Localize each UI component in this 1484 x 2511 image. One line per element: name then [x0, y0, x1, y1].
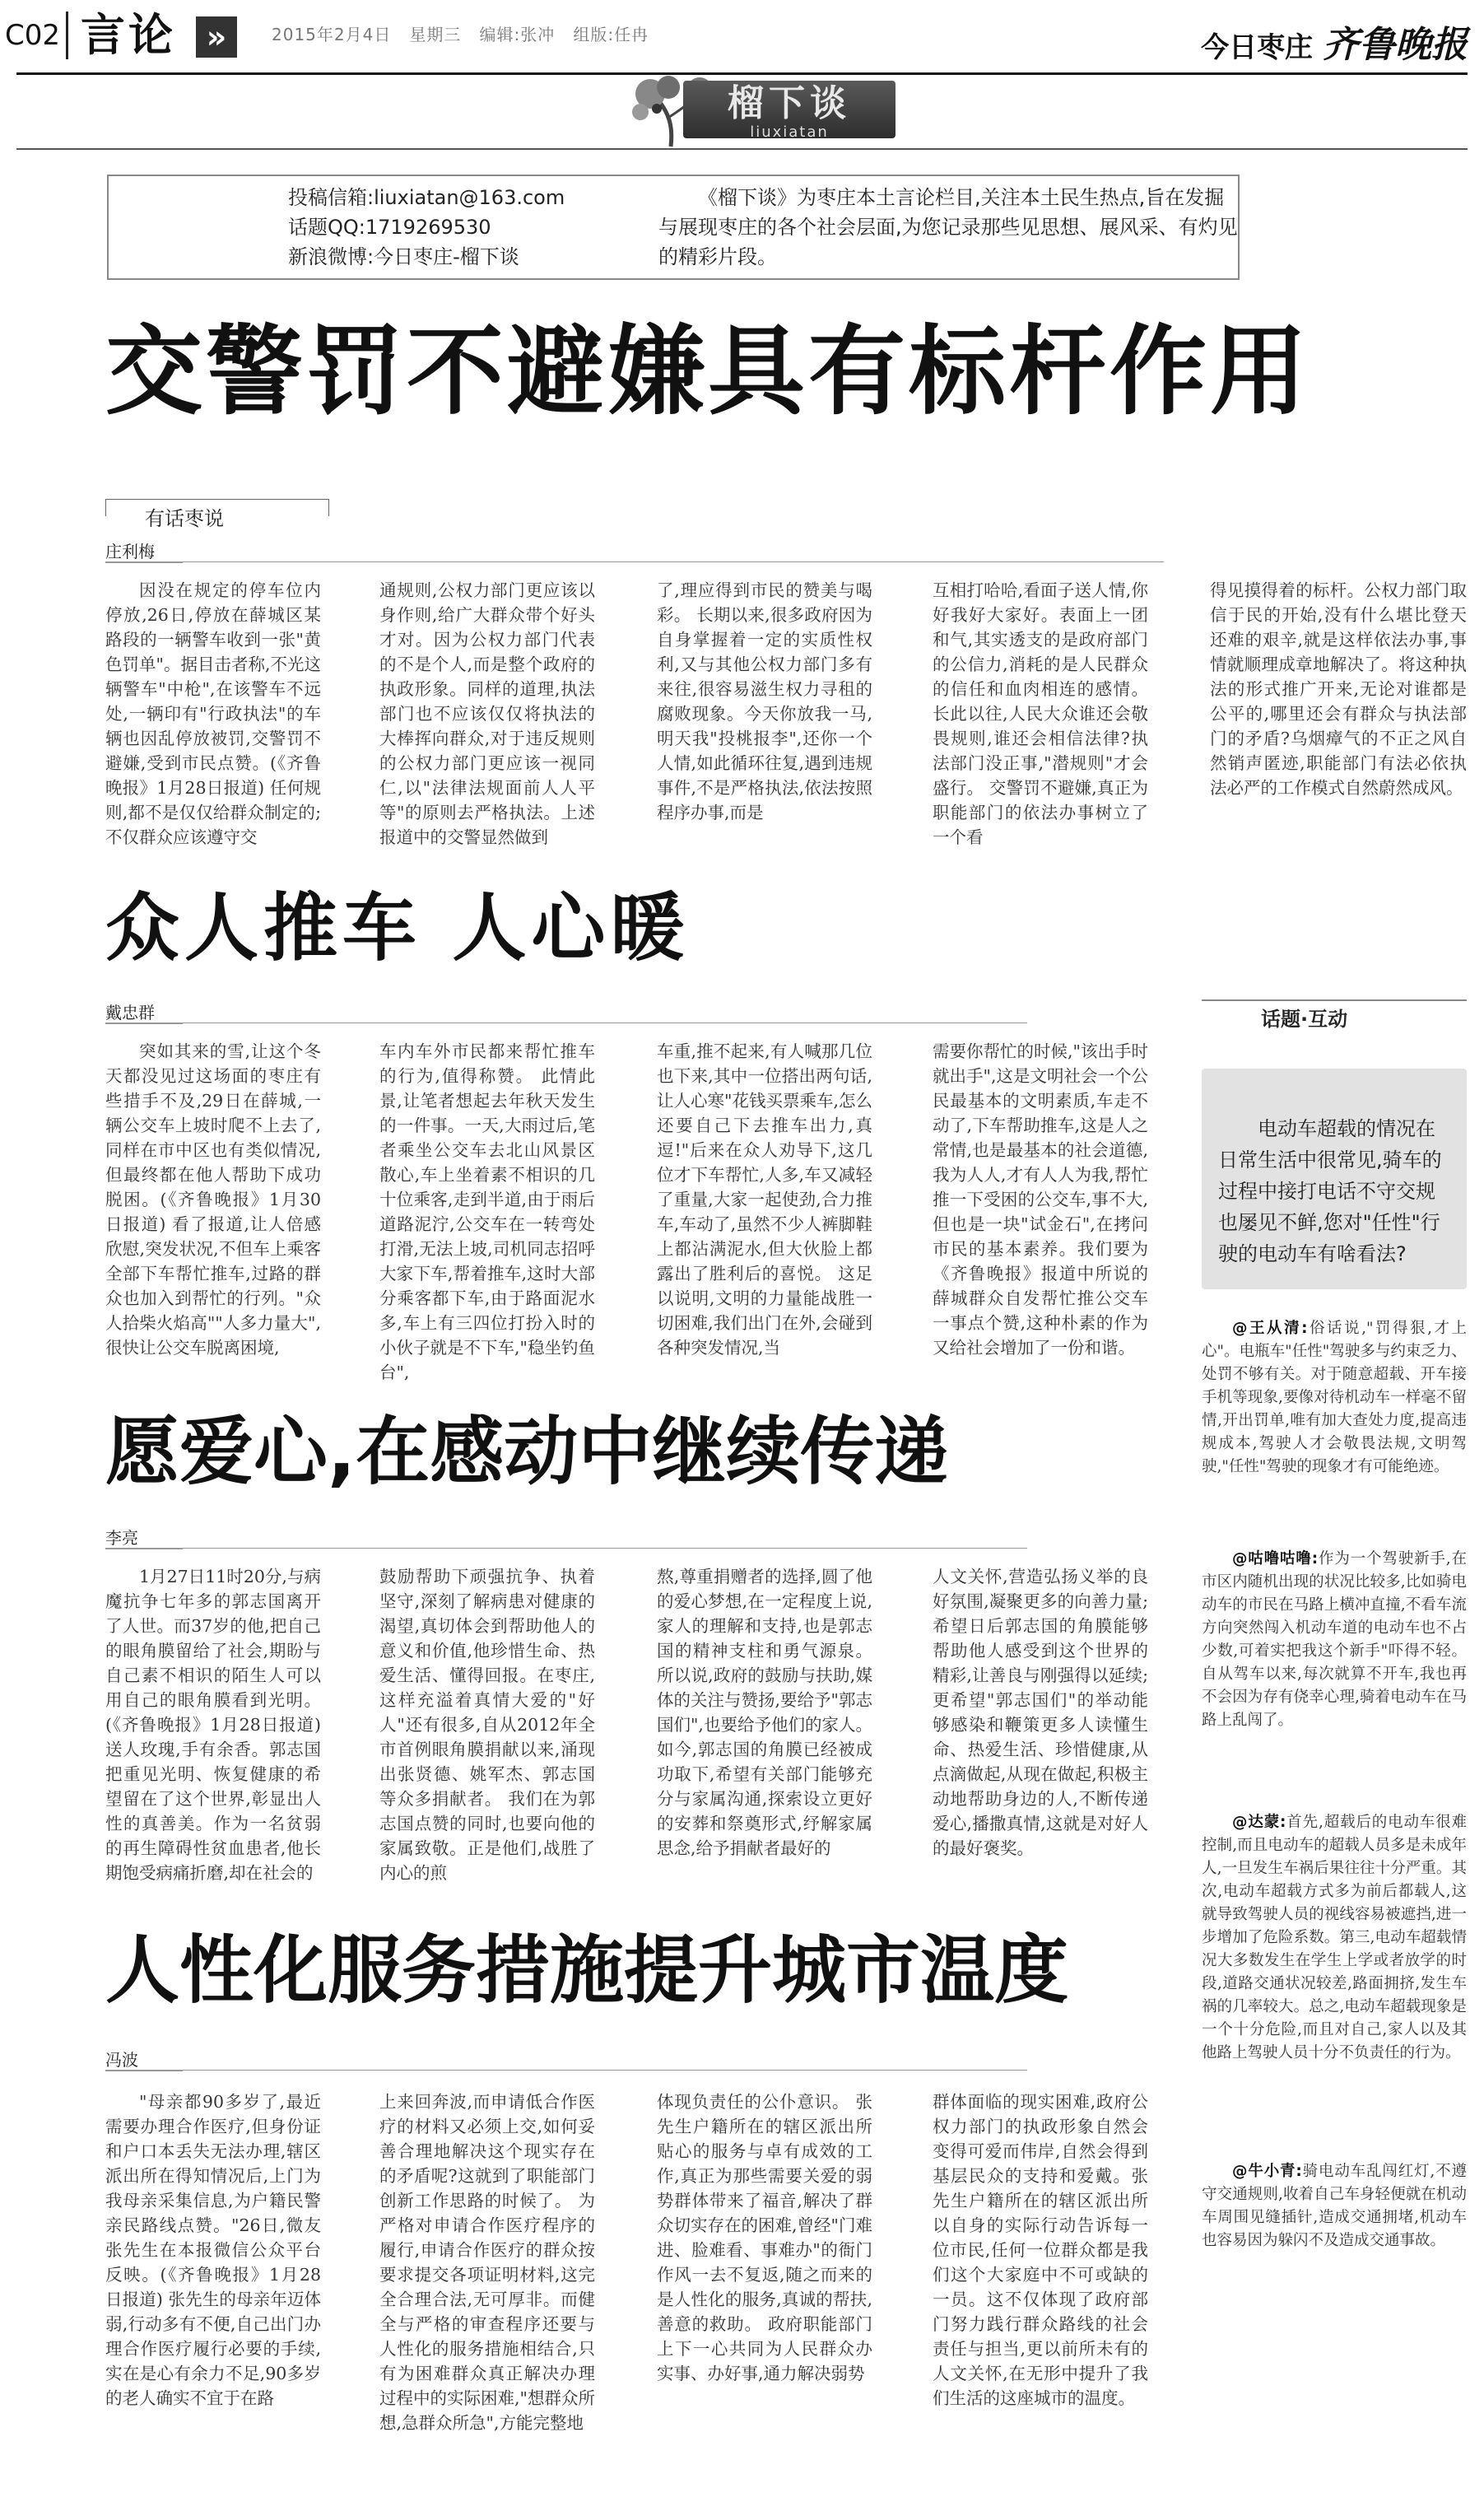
article1-col5: 得见摸得着的标杆。公权力部门取信于民的开始,没有什么堪比登天还难的艰辛,就是这样依法办事,事情就顺理成章地解决了。将这种执法的形式推广开来,无论对谁都是公平的,哪里还会有群众与执法部门的矛盾?乌烟瘴气的不正之风自然销声匿迹,职能部门有法必依执法必严的工作模式自然蔚然成风。: [1210, 580, 1467, 798]
comment-user: @达蒙:: [1232, 1814, 1286, 1831]
article1-col4: 互相打哈哈,看面子送人情,你好我好大家好。表面上一团和气,其实透支的是政府部门的公信力,消耗的是人民群众的信任和血肉相连的感情。长此以往,人民大众谁还会敬畏规则,谁还会相信法律?执法部门没正事,"潜规则"才会盛行。 交警罚不避嫌,真正为职能部门的依法办事树立了一个看: [933, 580, 1148, 847]
sidebar-title: 话题·互动: [1261, 1008, 1348, 1031]
sidebar-comment: [1202, 1811, 1467, 2149]
comment-user: @咕噜咕噜:: [1232, 1550, 1319, 1568]
banner-title: 榴下谈: [728, 82, 851, 124]
section-title: 言论: [81, 9, 176, 61]
comment-text: 俗话说,"罚得狠,才上心"。电瓶车"任性"驾驶多与约束乏力、处罚不够有关。对于随意超载、开车接手机等现象,要像对待机动车一样毫不留情,开出罚单,唯有加大查处力度,提高违规成本,驾驶人才会敬畏法规,文明驾驶,"任性"驾驶的现象才有可能绝迹。: [1202, 1320, 1467, 1475]
article1-col3: 了,理应得到市民的赞美与喝彩。 长期以来,很多政府因为自身掌握着一定的实质性权利,又与其他公权力部门多有来往,很容易滋生权力寻租的腐败现象。今天你放我一马,明天我"投桃报李",还你一个人情,如此循环往复,遇到违规事件,不是严格执法,依法按照程序办事,而是: [657, 580, 872, 822]
page-number: C02: [5, 19, 61, 52]
article2-col3: 车重,推不起来,有人喊那几位也下来,其中一位搭出两句话,让人心寒"花钱买票乘车,怎么还要自己下去推车出力,真逗!"后来在众人劝导下,这几位才下车帮忙,人多,车又减轻了重量,大家一起使劲,合力推车,车动了,虽然不少人裤脚鞋上都沾满泥水,但大伙脸上都露出了胜利后的喜悦。 这足以说明,文明的力量能战胜一切困难,我们出门在外,会碰到各种突发情况,当: [657, 1041, 872, 1358]
article3-col2: 鼓励帮助下顽强抗争、执着坚守,深刻了解病患对健康的渴望,真切体会到帮助他人的意义和价值,他珍惜生命、热爱生活、懂得回报。在枣庄,这样充溢着真情大爱的"好人"还有很多,自从2012年全市首例眼角膜捐献以来,涌现出张贤德、姚军杰、郭志国等众多捐献者。 我们在为郭志国点赞的同时,也要向他的家属致敬。正是他们,战胜了内心的煎: [379, 1567, 595, 1883]
paper-name: 齐鲁晚报: [1323, 24, 1468, 66]
column-banner: [626, 76, 947, 147]
article4-col2: 上来回奔波,而申请低合作医疗的材料又必须上交,如何妥善合理地解决这个现实存在的矛盾呢?这就到了职能部门创新工作思路的时候了。 为严格对申请合作医疗程序的履行,申请合作医疗的群众按要求提交各项证明材料,这完全合理合法,无可厚非。而健全与严格的审查程序还要与人性化的服务措施相结合,只有为困难群众真正解决办理过程中的实际困难,"想群众所想,急群众所急",方能完整地: [379, 2092, 595, 2433]
issue-layout: 组版:任冉: [573, 25, 649, 44]
comment-user: @王从清:: [1232, 1320, 1308, 1337]
comment-user: @牛小青:: [1232, 2163, 1302, 2180]
article3-col1: 1月27日11时20分,与病魔抗争七年多的郭志国离开了人世。而37岁的他,把自己的眼角膜留给了社会,期盼与自己素不相识的陌生人可以用自己的眼角膜看到光明。(《齐鲁晚报》1月28日报道) 送人玫瑰,手有余香。郭志国把重见光明、恢复健康的希望留在了这个世界,彰显出人性的真善美。作为一名贫弱的再生障碍性贫血患者,他长期饱受病痛折磨,却在社会的: [105, 1567, 321, 1883]
contact-email: 投稿信箱:liuxiatan@163.com: [288, 186, 565, 209]
column-intro: 《榴下谈》为枣庄本土言论栏目,关注本土民生热点,旨在发掘与展现枣庄的各个社会层面,为您记录那些见思想、展风采、有灼见的精彩片段。: [658, 186, 1238, 268]
article1-author: 庄利梅: [105, 542, 155, 561]
column-tag: 有话枣说: [145, 507, 224, 530]
article4-col1: "母亲都90多岁了,最近需要办理合作医疗,但身份证和户口本丢失无法办理,辖区派出所在得知情况后,上门为我母亲采集信息,为户籍民警亲民路线点赞。"26日,微友张先生在本报微信公众平台反映。(《齐鲁晚报》1月28日报道) 张先生的母亲年迈体弱,行动多有不便,自己出门办理合作医疗履行必要的手续,实在是心有余力不足,90多岁的老人确实不宜于在路: [105, 2092, 321, 2408]
article1-col1: 因没在规定的停车位内停放,26日,停放在薛城区某路段的一辆警车收到一张"黄色罚单"。据目击者称,不光这辆警车"中枪",在该警车不远处,一辆印有"行政执法"的车辆也因乱停放被罚,交警罚不避嫌,受到市民点赞。(《齐鲁晚报》1月28日报道) 任何规则,都不是仅仅给群众制定的;不仅群众应该遵守交: [105, 580, 321, 847]
issue-meta: [272, 21, 649, 45]
article4-col3: 体现负责任的公仆意识。 张先生户籍所在的辖区派出所贴心的服务与卓有成效的工作,真正为那些需要关爱的弱势群体带来了福音,解决了群众切实存在的困难,曾经"门难进、脸难看、事难办"的衙门作风一去不复返,随之而来的是人性化的服务,真诚的帮扶,善意的救助。 政府职能部门上下一心共同为人民群众办实事、办好事,通力解决弱势: [657, 2092, 872, 2383]
sidebar-comment: [1202, 1548, 1467, 1795]
comment-text: 作为一个驾驶新手,在市区内随机出现的状况比较多,比如骑电动车的市民在马路上横冲直撞,不看车流方向突然闯入机动车道的电动车也不占少数,可着实把我这个新手"吓得不轻。自从驾车以来,每次就算不开车,我也再不会因为存有侥幸心理,骑着电动车在马路上乱闯了。: [1202, 1550, 1467, 1729]
sidebar-rule: [1202, 999, 1467, 1001]
comment-text: 骑电动车乱闯红灯,不遵守交通规则,收着自己车身轻便就在机动车周围见缝插针,造成交通拥堵,机动车也容易因为躲闪不及造成交通事故。: [1202, 2163, 1467, 2249]
article3-col4: 人文关怀,营造弘扬义举的良好氛围,凝聚更多的向善力量;希望日后郭志国的角膜能够帮助他人感受到这个世界的精彩,让善良与刚强得以延续;更希望"郭志国们"的举动能够感染和鞭策更多人读懂生命、热爱生活、珍惜健康,从点滴做起,从现在做起,积极主动地帮助身边的人,不断传递爱心,播撒真情,这就是对好人的最好褒奖。: [933, 1567, 1148, 1858]
article1-headline: 交警罚不避嫌具有标杆作用: [105, 314, 1311, 428]
article3-col3: 熬,尊重捐赠者的选择,圆了他的爱心梦想,在一定程度上说,家人的理解和支持,也是郭志国的精神支柱和勇气源泉。所以说,政府的鼓励与扶助,媒体的关注与赞扬,要给予"郭志国们",也要给予他们的家人。 如今,郭志国的角膜已经被成功取下,希望有关部门能够充分与家属沟通,探索设立更好的安葬和祭奠形式,纾解家属思念,给予捐献者最好的: [657, 1567, 872, 1858]
header-divider: [66, 12, 68, 59]
sidebar-question: 电动车超载的情况在日常生活中很常见,骑车的过程中接打电话不守交规也屡见不鲜,您对"任性"行驶的电动车有啥看法?: [1218, 1117, 1442, 1265]
article4-headline: 人性化服务措施提升城市温度: [105, 1927, 1068, 2014]
issue-editor: 编辑:张冲: [479, 25, 556, 44]
article4-author: 冯波: [105, 2050, 138, 2070]
article1-rule: [105, 561, 1164, 562]
sidebar-comment: [1202, 2160, 1467, 2284]
article4-rule: [105, 2070, 1027, 2071]
issue-date: 2015年2月4日: [272, 25, 392, 44]
article2-col4: 需要你帮忙的时候,"该出手时就出手",这是文明社会一个公民最基本的文明素质,车走不动了,下车帮助推车,这是人之常情,也是最基本的社会道德,我为人人,才有人人为我,帮忙推一下受困的公交车,事不大,但也是一块"试金石",在拷问市民的基本素养。我们要为《齐鲁晚报》报道中所说的薛城群众自发帮忙推公交车一事点个赞,这种朴素的作为又给社会增加了一份和谐。: [933, 1041, 1148, 1358]
article3-rule: [105, 1548, 1027, 1549]
contact-info: [288, 183, 565, 272]
issue-weekday: 星期三: [409, 25, 462, 44]
article2-col2: 车内车外市民都来帮忙推车的行为,值得称赞。 此情此景,让笔者想起去年秋天发生的一件事。一天,大雨过后,笔者乘坐公交车去北山风景区散心,车上坐着素不相识的几十位乘客,走到半道,由于雨后道路泥泞,公交车在一转弯处打滑,无法上坡,司机同志招呼大家下车,帮着推车,这时大部分乘客都下车,由于路面泥水多,车上有三四位打扮入时的小伙子就是不下车,"稳坐钓鱼台",: [379, 1041, 595, 1382]
header-rule: [16, 72, 1468, 75]
section-arrow-icon: »: [196, 16, 237, 58]
article3-author: 李亮: [105, 1528, 138, 1548]
article2-col1: 突如其来的雪,让这个冬天都没见过这场面的枣庄有些措手不及,29日在薛城,一辆公交车上坡时爬不上去了,同样在市中区也有类似情况,但最终都在他人帮助下成功脱困。(《齐鲁晚报》1月30日报道) 看了报道,让人倍感欣慰,突发状况,不但车上乘客全部下车帮忙推车,过路的群众也加入到帮忙的行列。"众人拾柴火焰高""人多力量大",很快让公交车脱离困境,: [105, 1041, 321, 1358]
banner-rule: [16, 148, 1468, 150]
article2-headline: 众人推车 人心暖: [105, 885, 690, 971]
article3-headline: 愿爱心,在感动中继续传递: [105, 1409, 949, 1495]
banner-pinyin: liuxiatan: [750, 123, 829, 141]
contact-qq: 话题QQ:1719269530: [288, 216, 491, 239]
article4-col4: 群体面临的现实困难,政府公权力部门的执政形象自然会变得可爱而伟岸,自然会得到基层民众的支持和爱戴。张先生户籍所在的辖区派出所以自身的实际行动告诉每一位市民,任何一位群众都是我们这个大家庭中不可或缺的一员。这不仅体现了政府部门努力践行群众路线的社会责任与担当,更以前所未有的人文关怀,在无形中提升了我们生活的这座城市的温度。: [933, 2092, 1148, 2408]
newspaper-masthead: [1201, 15, 1468, 68]
paper-city: 今日枣庄: [1201, 31, 1314, 64]
article2-author: 戴忠群: [105, 1003, 155, 1023]
sidebar-comment: [1202, 1317, 1467, 1531]
contact-weibo: 新浪微博:今日枣庄-榴下谈: [288, 245, 519, 268]
article1-col2: 通规则,公权力部门更应该以身作则,给广大群众带个好头才对。因为公权力部门代表的不是个人,而是整个政府的执政形象。同样的道理,执法部门也不应该仅仅将执法的大棒挥向群众,对于违反规则的公权力部门更应该一视同仁,以"法律法规面前人人平等"的原则去严格执法。上述报道中的交警显然做到: [379, 580, 595, 847]
comment-text: 首先,超载后的电动车很难控制,而且电动车的超载人员多是未成年人,一旦发生车祸后果往往十分严重。其次,电动车超载方式多为前后都载人,这就导致驾驶人员的视线容易被遮挡,进一步增加了危险系数。第三,电动车超载情况大多数发生在学生上学或者放学的时段,道路交通状况较差,路面拥挤,发生车祸的几率较大。总之,电动车超载现象是一个十分危险,而且对自己,家人以及其他路上驾驶人员十分不负责任的行为。: [1202, 1814, 1467, 2061]
